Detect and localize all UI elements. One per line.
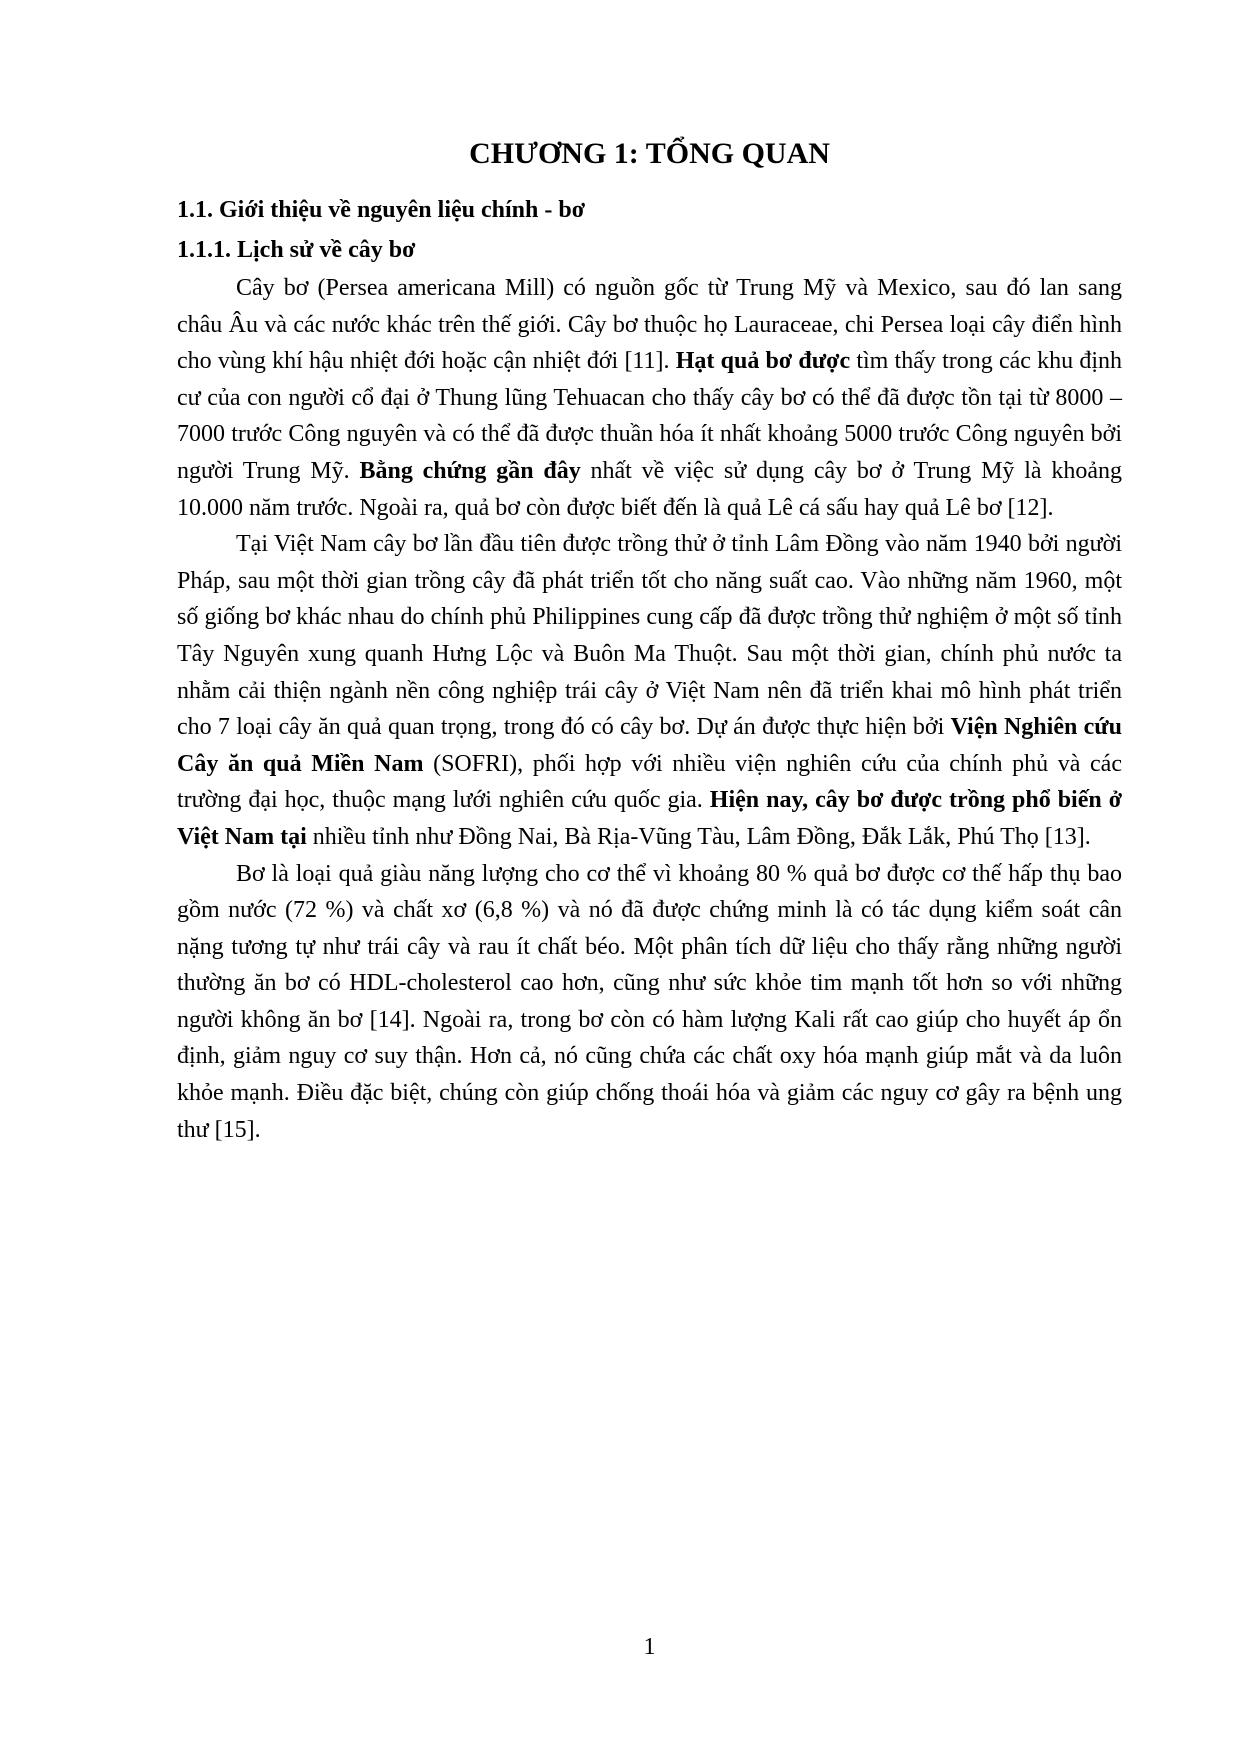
body-text xyxy=(177,270,1122,1148)
paragraph xyxy=(177,270,1122,526)
text-run: (SOFRI), phối hợp với nhiều viện nghiên cứu của chính phủ và các trường đại học, thuộc mạng lưới nghiên cứu quốc gia. xyxy=(177,750,1122,814)
text-run: Bơ là loại quả giàu năng lượng cho cơ thể vì khoảng 80 % quả bơ được cơ thế hấp thụ bao gồm nước (72 %) và chất xơ (6,8 %) và nó đã được chứng minh là có tác dụng kiểm soát cân nặng tương tự như trái cây và rau ít chất béo. Một phân tích dữ liệu cho thấy rằng những người thường ăn bơ có HDL-cholesterol cao hơn, cũng như sức khỏe tim mạnh tốt hơn so với những người không ăn bơ [14]. Ngoài ra, trong bơ còn có hàm lượng Kali rất cao giúp cho huyết áp ổn định, giảm nguy cơ suy thận. Hơn cả, nó cũng chứa các chất oxy hóa mạnh giúp mắt và da luôn khỏe mạnh. Điều đặc biệt, chúng còn giúp chống thoái hóa và giảm các nguy cơ gây ra bệnh ung thư [15]. xyxy=(177,860,1122,1143)
text-run: nhiều tỉnh như Đồng Nai, Bà Rịa-Vũng Tàu, Lâm Đồng, Đắk Lắk, Phú Thọ [13]. xyxy=(306,823,1091,850)
bold-text-run: Hiện nay, cây bơ được trồng phổ biến ở Việt Nam tại xyxy=(177,787,1122,850)
text-run: tìm thấy trong các khu định cư của con người cổ đại ở Thung lũng Tehuacan cho thấy cây bơ có thể đã được tồn tại từ 8000 –7000 trước Công nguyên và có thể đã được thuần hóa ít nhất khoảng 5000 trước Công nguyên bởi người Trung Mỹ. xyxy=(177,348,1123,484)
bold-text-run: Hạt quả bơ được xyxy=(675,348,851,375)
page-number: 1 xyxy=(643,1634,656,1660)
paragraph xyxy=(177,526,1122,855)
section-heading: 1.1. Giới thiệu về nguyên liệu chính - bơ xyxy=(177,197,585,223)
paragraph xyxy=(177,856,1122,1149)
bold-text-run: Viện Nghiên cứu Cây ăn quả Miền Nam xyxy=(177,714,1122,777)
chapter-title: CHƯƠNG 1: TỔNG QUAN xyxy=(469,137,830,170)
text-run: Tại Việt Nam cây bơ lần đầu tiên được trồng thử ở tỉnh Lâm Đồng vào năm 1940 bởi người Pháp, sau một thời gian trồng cây đã phát triển tốt cho năng suất cao. Vào những năm 1960, một số giống bơ khác nhau do chính phủ Philippines cung cấp đã được trồng thử nghiệm ở một số tỉnh Tây Nguyên xung quanh Hưng Lộc và Buôn Ma Thuột. Sau một thời gian, chính phủ nước ta nhằm cải thiện ngành nền công nghiệp trái cây ở Việt Nam nên đã triển khai mô hình phát triển cho 7 loại cây ăn quả quan trọng, trong đó có cây bơ. Dự án được thực hiện bởi xyxy=(177,531,1122,741)
subsection-heading: 1.1.1. Lịch sử về cây bơ xyxy=(177,237,416,263)
text-run: Cây bơ (Persea americana Mill) có nguồn gốc từ Trung Mỹ và Mexico, sau đó lan sang châu Âu và các nước khác trên thế giới. Cây bơ thuộc họ Lauraceae, chi Persea loại cây điển hình cho vùng khí hậu nhiệt đới hoặc cận nhiệt đới [11]. xyxy=(177,275,1122,375)
text-run: nhất về việc sử dụng cây bơ ở Trung Mỹ là khoảng 10.000 năm trước. Ngoài ra, quả bơ còn được biết đến là quả Lê cá sấu hay quả Lê bơ [12]. xyxy=(177,457,1123,521)
bold-text-run: Bằng chứng gần đây xyxy=(359,457,581,484)
